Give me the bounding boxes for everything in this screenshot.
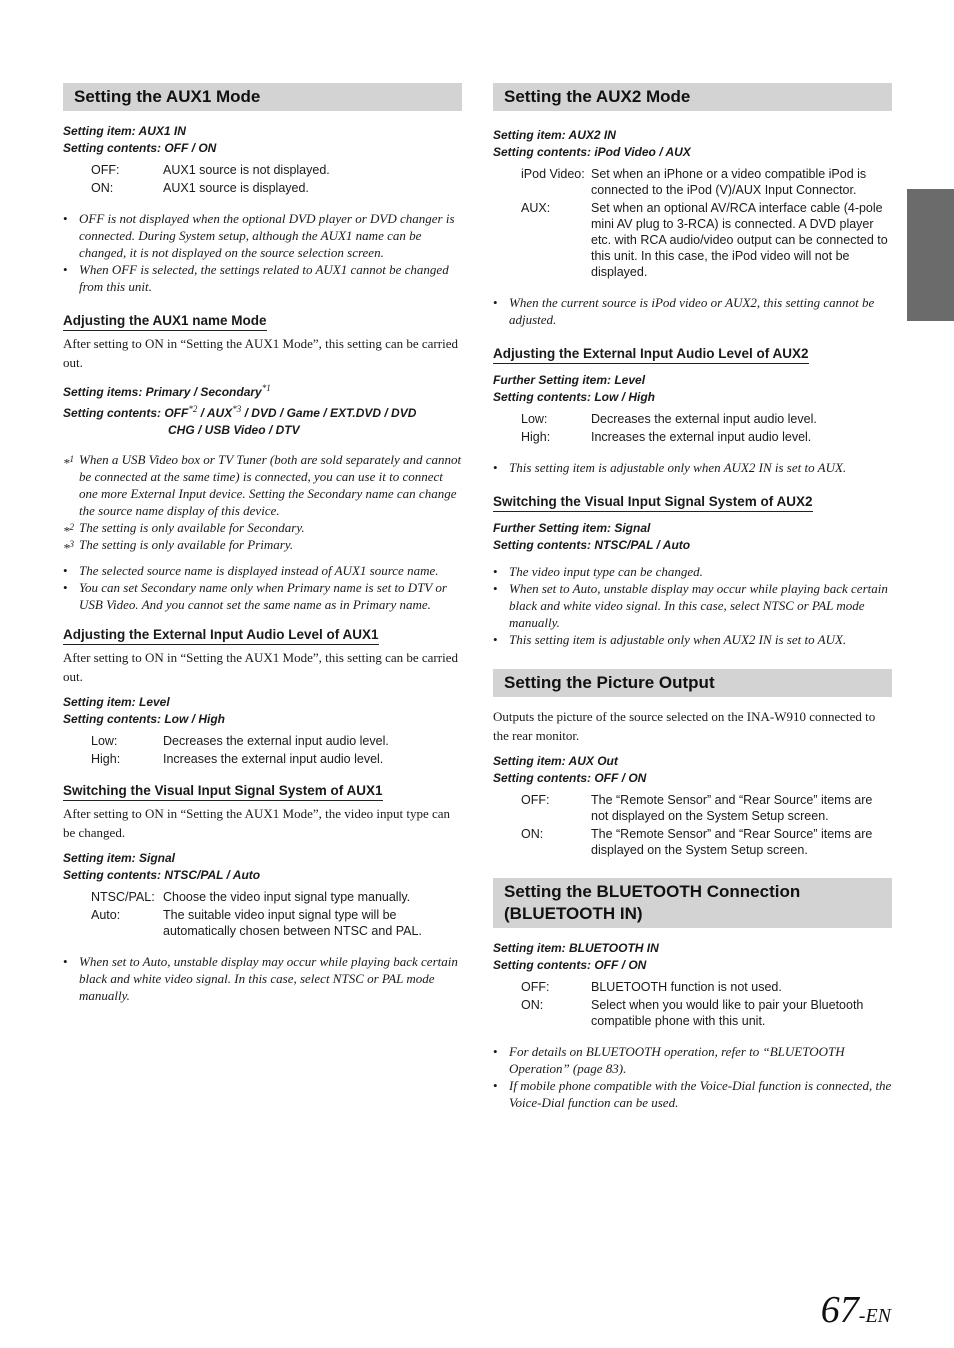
setting-contents: Setting contents: NTSC/PAL / Auto	[63, 868, 261, 882]
setting-contents-label: Setting contents: OFF	[63, 406, 189, 420]
option-row	[91, 162, 462, 178]
option-desc: Set when an optional AV/RCA interface cable (4-pole mini AV plug to 3-RCA) is connected. A DVD player etc. with RCA audio/video output can be connected to this unit. In this case, the iPod video will not be displayed.	[591, 201, 888, 279]
section-aux2-mode	[493, 83, 892, 328]
heading-aux2-mode: Setting the AUX2 Mode	[493, 83, 892, 111]
setting-item: Setting item: AUX2 IN	[493, 128, 616, 142]
option-term: Low:	[91, 734, 118, 748]
note-list	[493, 1043, 892, 1111]
option-row	[91, 907, 462, 939]
section-aux1-audio	[63, 613, 462, 767]
option-term: Auto:	[91, 908, 121, 922]
option-term: OFF:	[521, 980, 550, 994]
option-list	[521, 979, 892, 1029]
option-term: NTSC/PAL:	[91, 890, 155, 904]
option-row	[521, 429, 892, 445]
setting-item: Further Setting item: Level	[493, 373, 646, 387]
page-number	[821, 1288, 891, 1332]
note: • You can set Secondary name only when Primary name is set to DTV or USB Video. And you cannot set the same name as in Primary name.	[63, 579, 462, 613]
setting-items	[63, 380, 462, 401]
option-desc: Set when an iPhone or a video compatible iPod is connected to the iPod (V)/AUX Input Connector.	[591, 167, 867, 197]
subheading-aux2-audio: Adjusting the External Input Audio Level of AUX2	[493, 346, 809, 364]
subheading-aux1-signal: Switching the Visual Input Signal System of AUX1	[63, 783, 383, 801]
note: • When set to Auto, unstable display may occur while playing back certain black and white video signal. In this case, select NTSC or PAL mode manually.	[63, 953, 462, 1004]
option-desc: AUX1 source is displayed.	[163, 181, 309, 195]
note: • If mobile phone compatible with the Voice-Dial function is connected, the Voice-Dial function can be used.	[493, 1077, 892, 1111]
option-desc: Decreases the external input audio level.	[591, 412, 817, 426]
option-list	[91, 162, 462, 196]
option-row	[521, 826, 892, 858]
option-list	[521, 166, 892, 280]
setting-contents-part: / DVD / Game / EXT.DVD / DVD	[244, 406, 417, 420]
option-term: ON:	[91, 181, 114, 195]
option-term: High:	[91, 752, 121, 766]
setting-contents: Setting contents: NTSC/PAL / Auto	[493, 538, 691, 552]
option-row	[91, 733, 462, 749]
footnote-mark: *3	[232, 404, 242, 414]
note-list	[493, 459, 892, 476]
setting-contents: Setting contents: OFF / ON	[63, 141, 217, 155]
setting-contents: Setting contents: Low / High	[63, 712, 225, 726]
option-term: Low:	[521, 412, 548, 426]
footnote-mark: *1	[261, 383, 271, 393]
setting-contents: Setting contents: iPod Video / AUX	[493, 145, 691, 159]
footnote-list	[63, 451, 462, 556]
option-desc: The suitable video input signal type will be automatically chosen between NTSC and PAL.	[163, 908, 422, 938]
option-term: OFF:	[91, 163, 120, 177]
option-row	[521, 997, 892, 1029]
note-list	[493, 294, 892, 328]
option-desc: Increases the external input audio level.	[591, 430, 812, 444]
heading-bluetooth	[493, 878, 892, 928]
setting-item: Setting item: AUX1 IN	[63, 124, 186, 138]
setting-contents: Setting contents: OFF / ON	[493, 771, 647, 785]
option-desc: Decreases the external input audio level.	[163, 734, 389, 748]
option-desc: The “Remote Sensor” and “Rear Source” items are displayed on the System Setup screen.	[591, 827, 873, 857]
footnote	[63, 536, 462, 556]
option-row	[91, 751, 462, 767]
setting-item: Setting item: AUX Out	[493, 754, 618, 768]
page-number-value: 67	[820, 1289, 859, 1331]
option-row	[521, 200, 892, 280]
option-desc: AUX1 source is not displayed.	[163, 163, 330, 177]
note: • When OFF is selected, the settings related to AUX1 cannot be changed from this unit.	[63, 261, 462, 295]
option-list	[521, 411, 892, 445]
note: • The selected source name is displayed instead of AUX1 source name.	[63, 562, 462, 579]
note-list	[493, 563, 892, 648]
note: • This setting item is adjustable only when AUX2 IN is set to AUX.	[493, 459, 892, 476]
footnote-text: The setting is only available for Primary.	[79, 537, 294, 552]
setting-contents: Setting contents: OFF / ON	[493, 958, 647, 972]
footnote-mark: *2	[188, 404, 198, 414]
heading-line: Setting the BLUETOOTH Connection	[504, 882, 801, 901]
body-text: Outputs the picture of the source selected on the INA-W910 connected to the rear monitor.	[493, 709, 876, 743]
section-aux2-signal	[493, 476, 892, 648]
body-text: After setting to ON in “Setting the AUX1 Mode”, this setting can be carried out.	[63, 650, 458, 684]
body-text: After setting to ON in “Setting the AUX1 Mode”, the video input type can be changed.	[63, 806, 451, 840]
note-list	[63, 210, 462, 295]
footnote-mark: *$^3$	[63, 539, 74, 556]
note-list	[63, 953, 462, 1004]
option-term: OFF:	[521, 793, 550, 807]
option-desc: Select when you would like to pair your Bluetooth compatible phone with this unit.	[591, 998, 864, 1028]
option-row	[521, 411, 892, 427]
subheading-aux1-name: Adjusting the AUX1 name Mode	[63, 313, 267, 331]
section-aux2-audio	[493, 328, 892, 476]
setting-contents	[63, 401, 462, 422]
setting-item: Setting item: Signal	[63, 851, 176, 865]
note: • The video input type can be changed.	[493, 563, 892, 580]
subheading-aux2-signal: Switching the Visual Input Signal System of AUX2	[493, 494, 813, 512]
footnote	[63, 519, 462, 539]
right-column	[493, 83, 892, 1111]
option-term: ON:	[521, 998, 544, 1012]
setting-contents-continued: CHG / USB Video / DTV	[168, 423, 300, 437]
section-aux1-mode	[63, 83, 462, 295]
note: • When set to Auto, unstable display may occur while playing back certain black and white video signal. In this case, select NTSC or PAL mode manually.	[493, 580, 892, 631]
note: • When the current source is iPod video or AUX2, this setting cannot be adjusted.	[493, 294, 892, 328]
setting-contents-part: / AUX	[200, 406, 233, 420]
option-desc: BLUETOOTH function is not used.	[591, 980, 782, 994]
heading-aux1-mode: Setting the AUX1 Mode	[63, 83, 462, 111]
footnote-mark: *$^2$	[63, 522, 74, 539]
footnote-text: The setting is only available for Secondary.	[79, 520, 305, 535]
section-picture-output	[493, 669, 892, 858]
footnote	[63, 451, 462, 519]
note: • This setting item is adjustable only when AUX2 IN is set to AUX.	[493, 631, 892, 648]
setting-item: Setting item: Level	[63, 695, 170, 709]
note-list	[63, 562, 462, 613]
side-tab-marker	[907, 189, 954, 321]
subheading-aux1-audio: Adjusting the External Input Audio Level of AUX1	[63, 627, 379, 645]
left-column	[63, 83, 462, 1004]
section-aux1-signal	[63, 769, 462, 1004]
option-row	[521, 166, 892, 198]
setting-contents: Setting contents: Low / High	[493, 390, 655, 404]
section-aux1-name	[63, 295, 462, 613]
option-list	[91, 889, 462, 939]
setting-items-label: Setting items: Primary / Secondary	[63, 385, 262, 399]
setting-item: Setting item: BLUETOOTH IN	[493, 941, 659, 955]
option-term: iPod Video:	[521, 167, 585, 181]
option-desc: Increases the external input audio level.	[163, 752, 384, 766]
footnote-text: When a USB Video box or TV Tuner (both are sold separately and cannot be connected at the same time) is connected, you can use it to connect one more External Input device. Setting the Secondary name can change the source name display of this device.	[79, 452, 462, 518]
option-list	[521, 792, 892, 858]
option-desc: Choose the video input signal type manually.	[163, 890, 411, 904]
option-row	[521, 792, 892, 824]
heading-picture-output: Setting the Picture Output	[493, 669, 892, 697]
option-row	[91, 180, 462, 196]
option-row	[521, 979, 892, 995]
heading-line: (BLUETOOTH IN)	[504, 904, 643, 923]
option-desc: The “Remote Sensor” and “Rear Source” items are not displayed on the System Setup screen.	[591, 793, 873, 823]
option-term: ON:	[521, 827, 544, 841]
note: • OFF is not displayed when the optional DVD player or DVD changer is connected. During System setup, although the AUX1 name can be changed, it is not displayed on the source selection screen.	[63, 210, 462, 261]
option-list	[91, 733, 462, 767]
option-term: High:	[521, 430, 551, 444]
section-bluetooth	[493, 878, 892, 1111]
footnote-mark: *$^1$	[63, 454, 74, 471]
body-text: After setting to ON in “Setting the AUX1 Mode”, this setting can be carried out.	[63, 336, 458, 370]
setting-item: Further Setting item: Signal	[493, 521, 651, 535]
option-term: AUX:	[521, 201, 551, 215]
note: • For details on BLUETOOTH operation, refer to “BLUETOOTH Operation” (page 83).	[493, 1043, 892, 1077]
option-row	[91, 889, 462, 905]
page-number-suffix: -EN	[858, 1305, 891, 1327]
